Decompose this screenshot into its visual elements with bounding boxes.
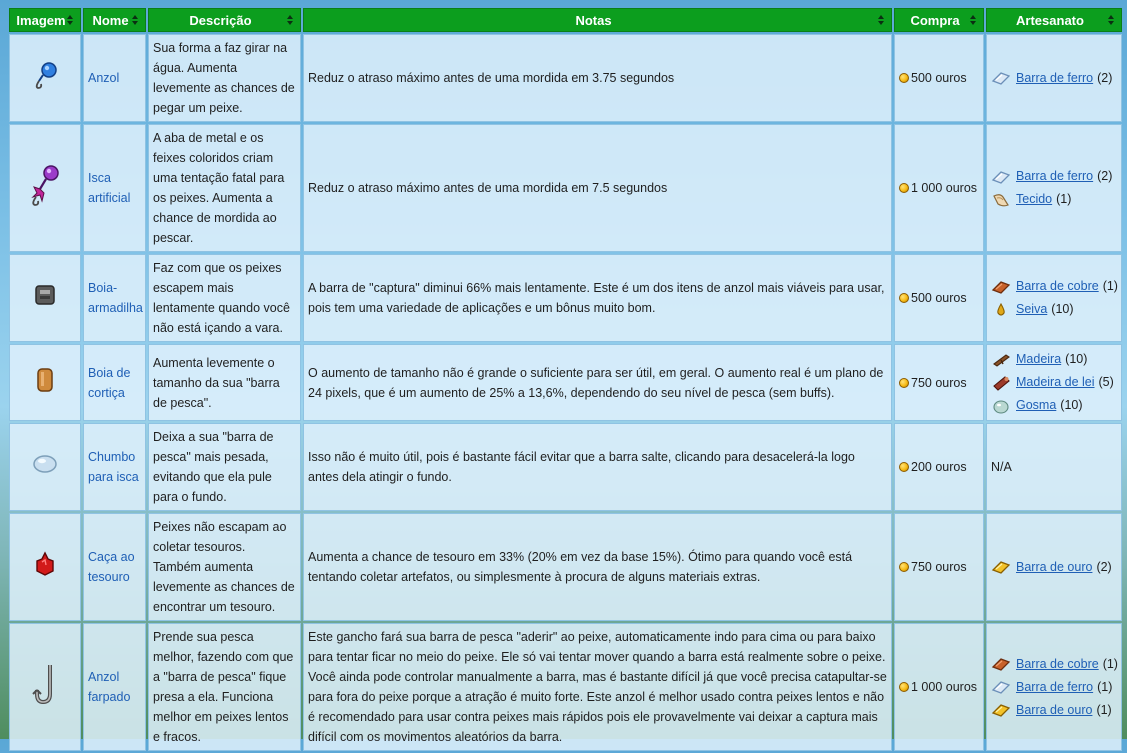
ingredient-qty: (1) [1102, 656, 1118, 671]
ingredient-link[interactable]: Barra de cobre [1016, 279, 1099, 293]
item-link[interactable]: Isca artificial [88, 171, 131, 205]
crafting-ingredient [991, 165, 1117, 188]
table-row [9, 254, 1122, 342]
ingredient-qty: (1) [1056, 192, 1072, 206]
price: 1 000 ouros [911, 680, 978, 694]
gold-coin-icon [899, 73, 909, 83]
name-cell [83, 513, 146, 621]
crafting-ingredient [991, 348, 1117, 371]
buy-cell [894, 124, 984, 252]
price: 500 ouros [911, 71, 967, 85]
tackle-table [7, 6, 1124, 753]
price: 200 ouros [911, 460, 967, 474]
item-link[interactable]: Boia de cortiça [88, 365, 131, 400]
notes-cell: Aumenta a chance de tesouro em 33% (20% em vez da base 15%). Ótimo para quando você está tentando coletar artefatos, ou simplesmente à procura de alguns materiais extras. [303, 513, 892, 621]
crafting-ingredient [991, 371, 1117, 394]
image-cell [9, 513, 81, 621]
sort-icon[interactable] [67, 15, 74, 25]
ingredient-qty: (1) [1097, 679, 1113, 694]
ingredient-link[interactable]: Barra de cobre [1016, 656, 1099, 671]
table-row [9, 34, 1122, 122]
crafting-ingredient [991, 676, 1117, 699]
price: 750 ouros [911, 560, 967, 574]
ingredient-link[interactable]: Barra de ferro [1016, 70, 1094, 85]
column-header-notes[interactable] [303, 8, 892, 32]
treasure-hunter-icon[interactable] [34, 551, 56, 577]
copper-bar-icon [991, 279, 1011, 295]
item-link[interactable]: Anzol farpado [88, 670, 131, 704]
item-link[interactable]: Caça ao tesouro [88, 550, 135, 584]
column-header-label: Notas [575, 12, 612, 28]
notes-cell: A barra de "captura" diminui 66% mais lentamente. Este é um dos itens de anzol mais viáveis para usar, pois tem uma variedade de aplicações e um bônus muito bom. [303, 254, 892, 342]
ingredient-qty: (5) [1098, 375, 1114, 389]
crafting-cell [986, 124, 1122, 252]
ingredient-qty: (10) [1065, 352, 1088, 366]
table-row [9, 423, 1122, 511]
description-cell: Prende sua pesca melhor, fazendo com que a "barra de pesca" fique presa a ela. Funciona melhor em peixes lentos e fracos. [148, 623, 301, 751]
crafting-cell [986, 623, 1122, 751]
ingredient-link[interactable]: Madeira [1016, 352, 1062, 366]
ingredient-qty: (10) [1060, 398, 1083, 412]
ingredient-link[interactable]: Gosma [1016, 398, 1057, 412]
blue-lure-icon[interactable] [29, 59, 61, 91]
column-header-name[interactable] [83, 8, 146, 32]
column-header-label: Compra [910, 12, 960, 28]
gold-coin-icon [899, 183, 909, 193]
column-header-label: Descrição [189, 12, 252, 28]
buy-cell [894, 513, 984, 621]
copper-bar-icon [991, 656, 1011, 672]
notes-cell: O aumento de tamanho não é grande o suficiente para ser útil, em geral. O aumento real é um plano de 24 pixels, que é um aumento de 25% a 13,6%, dependendo do seu nível de pesca (sem buffs). [303, 344, 892, 421]
gold-coin-icon [899, 293, 909, 303]
crafting-ingredient [991, 275, 1117, 298]
iron-bar-icon [991, 679, 1011, 695]
description-cell: Aumenta levemente o tamanho da sua "barra de pesca". [148, 344, 301, 421]
notes-cell: Reduz o atraso máximo antes de uma mordida em 3.75 segundos [303, 34, 892, 122]
item-link[interactable]: Chumbo para isca [88, 450, 139, 484]
name-cell [83, 623, 146, 751]
sort-icon[interactable] [878, 15, 885, 25]
ingredient-link[interactable]: Tecido [1016, 192, 1053, 206]
iron-bar-icon [991, 70, 1011, 86]
price: 1 000 ouros [911, 181, 978, 195]
ingredient-link[interactable]: Barra de ferro [1016, 679, 1094, 694]
hardwood-icon [991, 375, 1011, 391]
ingredient-qty: (2) [1097, 169, 1113, 183]
image-cell [9, 124, 81, 252]
name-cell [83, 254, 146, 342]
crafting-cell: N/A [986, 423, 1122, 511]
image-cell [9, 34, 81, 122]
sap-icon [991, 302, 1011, 318]
column-header-label: Imagem [16, 12, 66, 28]
crafting-cell [986, 34, 1122, 122]
crafting-ingredient [991, 188, 1117, 211]
column-header-buy[interactable] [894, 8, 984, 32]
name-cell [83, 344, 146, 421]
gold-coin-icon [899, 682, 909, 692]
sort-icon[interactable] [1108, 15, 1115, 25]
table-row [9, 124, 1122, 252]
image-cell [9, 423, 81, 511]
ingredient-link[interactable]: Madeira de lei [1016, 375, 1095, 389]
crafting-ingredient [991, 556, 1117, 579]
column-header-description[interactable] [148, 8, 301, 32]
buy-cell [894, 344, 984, 421]
lead-bobber-icon[interactable] [32, 454, 58, 474]
trap-bobber-icon[interactable] [33, 283, 57, 307]
buy-cell [894, 423, 984, 511]
ingredient-qty: (2) [1097, 70, 1113, 85]
wood-icon [991, 352, 1011, 368]
image-cell [9, 254, 81, 342]
item-link[interactable]: Boia-armadilha [88, 281, 143, 315]
buy-cell [894, 254, 984, 342]
table-row [9, 513, 1122, 621]
crafting-cell [986, 344, 1122, 421]
sort-icon[interactable] [970, 15, 977, 25]
column-header-label: Artesanato [1016, 12, 1084, 28]
ingredient-qty: (2) [1096, 559, 1112, 574]
gold-coin-icon [899, 562, 909, 572]
item-link[interactable]: Anzol [88, 71, 120, 85]
iron-bar-icon [991, 169, 1011, 185]
barbed-hook-icon[interactable] [32, 662, 58, 706]
buy-cell [894, 623, 984, 751]
gold-coin-icon [899, 378, 909, 388]
column-header-image[interactable] [9, 8, 81, 32]
crafting-ingredient [991, 699, 1117, 722]
notes-cell: Este gancho fará sua barra de pesca "aderir" ao peixe, automaticamente indo para cima ou para baixo para tentar ficar no meio do peixe. Ele só vai tentar mover quando a barra está realmente sobre o peixe. Você ainda pode controlar manualmente a barra, mas é bastante difícil já que você precisa catapultar-se para fora do peixe porque a atração é muito forte. Este anzol é melhor usado contra peixes lentos e não é recomendado para usar contra peixes mais rápidos pois ele provavelmente vai deixar a captura mais difícil com os movimentos aleatórios da barra. [303, 623, 892, 751]
crafting-ingredient [991, 298, 1117, 321]
ingredient-qty: (1) [1096, 702, 1112, 717]
ingredient-link[interactable]: Barra de ferro [1016, 169, 1094, 183]
notes-cell: Reduz o atraso máximo antes de uma mordida em 7.5 segundos [303, 124, 892, 252]
crafting-ingredient [991, 394, 1117, 417]
cork-bobber-icon[interactable] [35, 367, 55, 393]
name-cell [83, 124, 146, 252]
cloth-icon [991, 192, 1011, 208]
gold-bar-icon [991, 702, 1011, 718]
description-cell: Deixa a sua "barra de pesca" mais pesada, evitando que ela pule para o fundo. [148, 423, 301, 511]
column-header-crafting[interactable] [986, 8, 1122, 32]
description-cell: Faz com que os peixes escapem mais lentamente quando você não está içando a vara. [148, 254, 301, 342]
ingredient-link[interactable]: Barra de ouro [1016, 559, 1093, 574]
name-cell [83, 423, 146, 511]
crafting-cell [986, 254, 1122, 342]
ingredient-link[interactable]: Barra de ouro [1016, 702, 1093, 717]
price: 500 ouros [911, 291, 967, 305]
image-cell [9, 344, 81, 421]
ingredient-link[interactable]: Seiva [1016, 302, 1048, 316]
price: 750 ouros [911, 375, 967, 390]
buy-cell [894, 34, 984, 122]
crafting-cell [986, 513, 1122, 621]
ingredient-qty: (1) [1102, 279, 1118, 293]
sort-icon[interactable] [132, 15, 139, 25]
description-cell: Sua forma a faz girar na água. Aumenta levemente as chances de pegar um peixe. [148, 34, 301, 122]
purple-spinner-icon[interactable] [28, 163, 62, 207]
header-row [9, 8, 1122, 32]
name-cell [83, 34, 146, 122]
sort-icon[interactable] [287, 15, 294, 25]
gold-bar-icon [991, 559, 1011, 575]
description-cell: Peixes não escapam ao coletar tesouros. Também aumenta levemente as chances de encontrar um tesouro. [148, 513, 301, 621]
image-cell [9, 623, 81, 751]
crafting-ingredient [991, 653, 1117, 676]
notes-cell: Isso não é muito útil, pois é bastante fácil evitar que a barra salte, clicando para desacelerá-la logo antes dela atingir o fundo. [303, 423, 892, 511]
gold-coin-icon [899, 462, 909, 472]
crafting-ingredient [991, 67, 1117, 90]
slime-icon [991, 398, 1011, 414]
column-header-label: Nome [92, 12, 129, 28]
ingredient-qty: (10) [1051, 302, 1074, 316]
table-row [9, 623, 1122, 751]
description-cell: A aba de metal e os feixes coloridos criam uma tentação fatal para os peixes. Aumenta a chance de mordida ao pescar. [148, 124, 301, 252]
table-row [9, 344, 1122, 421]
